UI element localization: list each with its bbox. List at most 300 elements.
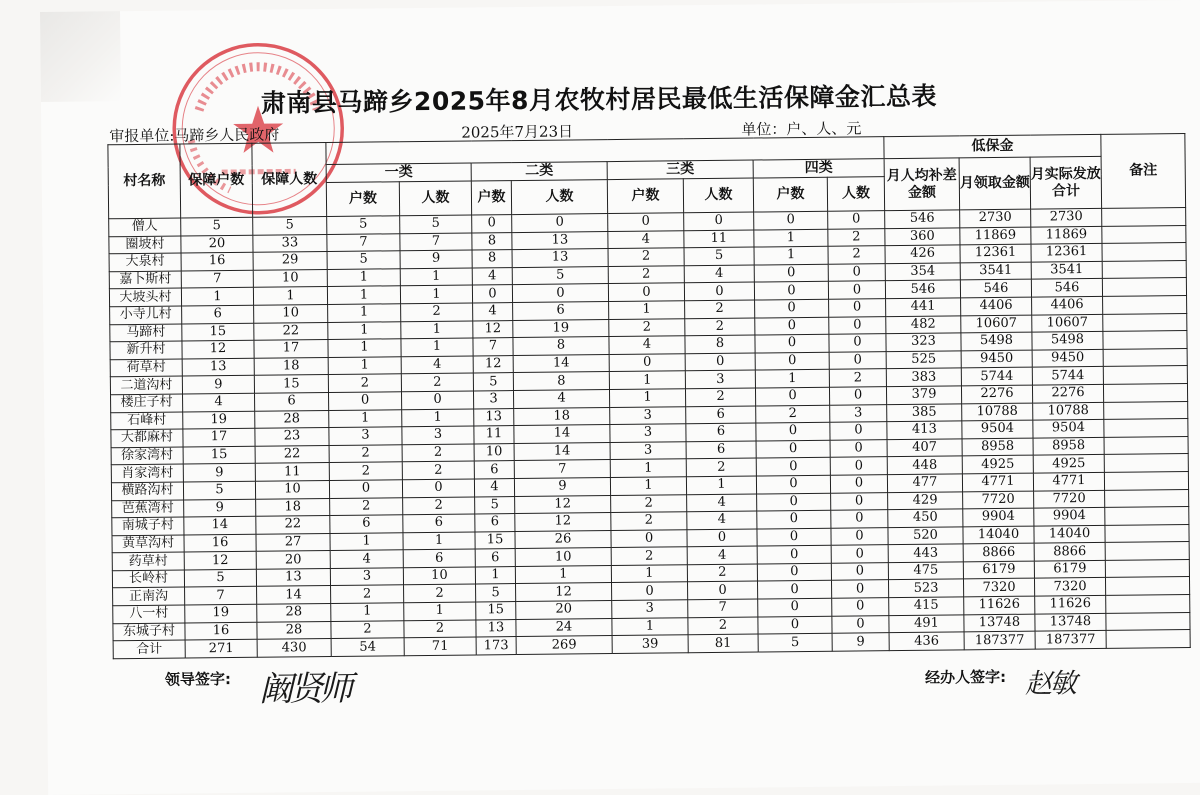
village-name-cell: 东城子村 <box>113 623 185 641</box>
table-cell: 0 <box>756 458 830 476</box>
table-cell: 0 <box>828 211 885 229</box>
table-cell: 385 <box>887 403 962 421</box>
table-cell: 1 <box>475 566 515 584</box>
table-cell: 16 <box>184 534 256 552</box>
table-cell: 8 <box>513 337 609 356</box>
header-actual: 月实际发放合计 <box>1030 156 1102 209</box>
table-cell: 33 <box>253 234 327 252</box>
remark-cell <box>1102 243 1186 261</box>
header-monthly: 月领取金额 <box>959 157 1031 210</box>
remark-cell <box>1106 612 1190 630</box>
header-class4-pp: 人数 <box>827 177 884 212</box>
table-cell: 15 <box>476 602 516 620</box>
table-cell: 11626 <box>964 596 1035 614</box>
table-cell: 5 <box>327 251 400 269</box>
table-cell: 1 <box>609 301 685 319</box>
table-cell: 9904 <box>1034 507 1105 525</box>
table-cell: 379 <box>886 386 961 404</box>
table-cell: 413 <box>887 421 962 439</box>
village-name-cell: 长岭村 <box>112 570 184 588</box>
table-cell: 525 <box>886 351 961 369</box>
remark-cell <box>1106 595 1190 613</box>
table-cell: 0 <box>756 422 830 440</box>
table-cell: 6 <box>182 305 254 323</box>
total-cell: 269 <box>516 636 612 655</box>
table-cell: 13 <box>512 231 608 250</box>
table-cell: 4771 <box>962 473 1033 491</box>
remark-cell <box>1105 559 1189 577</box>
table-cell: 14 <box>514 425 610 444</box>
table-cell: 13 <box>474 408 514 426</box>
table-cell: 11 <box>255 463 329 481</box>
remark-cell <box>1103 348 1187 366</box>
table-cell: 11 <box>474 426 514 444</box>
table-cell: 2 <box>329 462 402 480</box>
table-cell: 523 <box>888 579 963 597</box>
table-cell: 0 <box>757 510 831 528</box>
table-cell: 1 <box>330 532 403 550</box>
table-cell: 2 <box>686 458 756 476</box>
table-cell: 2730 <box>960 209 1031 227</box>
table-cell: 29 <box>253 252 327 270</box>
table-cell: 1 <box>329 409 402 427</box>
header-remark: 备注 <box>1101 134 1186 209</box>
table-cell: 16 <box>181 252 253 270</box>
header-class4-hh: 户数 <box>753 177 827 212</box>
total-cell: 9 <box>832 633 889 651</box>
table-cell: 17 <box>183 428 255 446</box>
table-cell: 1 <box>401 338 473 356</box>
table-cell: 9 <box>183 464 255 482</box>
table-cell: 0 <box>830 439 887 457</box>
remark-cell <box>1104 401 1188 419</box>
table-cell: 9504 <box>962 420 1033 438</box>
total-cell: 271 <box>185 640 257 658</box>
table-cell: 1 <box>611 565 687 583</box>
table-cell: 8 <box>685 335 755 353</box>
table-cell: 1 <box>328 356 401 374</box>
table-cell: 1 <box>327 269 400 287</box>
table-cell: 5744 <box>1032 367 1103 385</box>
total-cell: 173 <box>476 637 516 655</box>
table-cell: 4 <box>513 389 609 408</box>
table-cell: 546 <box>885 210 960 228</box>
table-cell: 5 <box>512 266 608 285</box>
table-cell: 2 <box>404 620 476 638</box>
table-cell: 0 <box>472 285 512 303</box>
table-cell: 10 <box>515 548 611 567</box>
header-persons: 保障人数 <box>252 143 327 218</box>
table-cell: 4 <box>609 336 685 354</box>
table-cell: 0 <box>328 392 401 410</box>
header-class1: 一类 <box>326 163 471 183</box>
table-cell: 10 <box>254 304 328 322</box>
table-cell: 0 <box>829 334 886 352</box>
table-cell: 10607 <box>961 315 1032 333</box>
table-cell: 2276 <box>961 385 1032 403</box>
table-cell: 0 <box>831 580 888 598</box>
table-cell: 2 <box>611 512 687 530</box>
table-cell: 0 <box>512 284 608 303</box>
total-label-cell: 合计 <box>113 640 185 658</box>
table-cell: 6 <box>475 549 515 567</box>
table-cell: 0 <box>685 353 755 371</box>
header-class1-hh: 户数 <box>326 182 399 217</box>
table-cell: 2 <box>401 373 473 391</box>
header-avg: 月人均补差金额 <box>884 158 960 211</box>
table-cell: 22 <box>254 322 328 340</box>
table-cell: 354 <box>885 263 960 281</box>
remark-cell <box>1104 436 1188 454</box>
table-cell: 5 <box>476 584 516 602</box>
table-cell: 6 <box>513 302 609 321</box>
table-cell: 1 <box>609 371 685 389</box>
table-cell: 4 <box>474 478 514 496</box>
table-cell: 2 <box>401 303 473 321</box>
table-cell: 2 <box>685 300 755 318</box>
village-name-cell: 正南沟 <box>113 587 185 605</box>
table-cell: 4 <box>608 230 684 248</box>
village-name-cell: 徐家湾村 <box>111 447 183 465</box>
table-cell: 0 <box>830 475 887 493</box>
table-cell: 0 <box>830 422 887 440</box>
table-cell: 9450 <box>1032 349 1103 367</box>
table-cell: 0 <box>755 334 829 352</box>
table-cell: 9904 <box>963 508 1034 526</box>
village-name-cell: 药草村 <box>112 552 184 570</box>
document-title: 肃南县马蹄乡2025年8月农牧村居民最低生活保障金汇总表 <box>260 81 938 118</box>
table-cell: 0 <box>757 563 831 581</box>
table-cell: 12 <box>516 583 612 602</box>
table-cell: 14040 <box>963 526 1034 544</box>
village-name-cell: 僧人 <box>109 218 181 236</box>
table-cell: 13748 <box>964 614 1035 632</box>
table-cell: 12361 <box>960 244 1031 262</box>
table-cell: 4 <box>687 511 757 529</box>
paper-corner-shadow <box>40 11 121 102</box>
village-name-cell: 马蹄村 <box>110 324 182 342</box>
table-cell: 7 <box>185 587 257 605</box>
table-cell: 6 <box>330 515 403 533</box>
table-cell: 2 <box>609 318 685 336</box>
table-cell: 7 <box>514 460 610 479</box>
table-cell: 7720 <box>1034 490 1105 508</box>
village-name-cell: 大坡头村 <box>109 288 181 306</box>
table-cell: 1 <box>331 603 404 621</box>
table-cell: 0 <box>758 598 832 616</box>
summary-table <box>107 133 1190 659</box>
table-cell: 429 <box>888 491 963 509</box>
village-name-cell: 大都麻村 <box>111 429 183 447</box>
table-cell: 7 <box>327 233 400 251</box>
table-cell: 7320 <box>963 579 1034 597</box>
table-cell: 1 <box>400 268 472 286</box>
table-cell: 9 <box>400 250 472 268</box>
table-cell: 22 <box>256 516 330 534</box>
table-cell: 0 <box>829 299 886 317</box>
table-cell: 4406 <box>961 297 1032 315</box>
table-cell: 0 <box>472 215 512 233</box>
table-cell: 4 <box>687 494 757 512</box>
table-cell: 3 <box>830 404 887 422</box>
table-cell: 5 <box>181 217 253 235</box>
table-cell: 2 <box>756 405 830 423</box>
table-cell: 0 <box>829 351 886 369</box>
table-cell: 477 <box>887 474 962 492</box>
table-cell: 0 <box>758 616 832 634</box>
table-cell: 383 <box>886 368 961 386</box>
table-cell: 0 <box>755 387 829 405</box>
total-cell: 187377 <box>1035 631 1106 649</box>
table-cell: 5498 <box>1032 332 1103 350</box>
table-cell: 1 <box>181 288 253 306</box>
table-cell: 4771 <box>1033 472 1104 490</box>
table-cell: 12361 <box>1031 244 1102 262</box>
table-cell: 3 <box>330 568 403 586</box>
table-cell: 1 <box>404 602 476 620</box>
total-cell: 71 <box>404 637 476 655</box>
table-cell: 0 <box>754 264 828 282</box>
table-cell: 7 <box>688 599 758 617</box>
table-cell: 2 <box>829 369 886 387</box>
table-cell: 0 <box>755 299 829 317</box>
total-cell: 5 <box>758 633 832 651</box>
village-name-cell: 小寺儿村 <box>110 306 182 324</box>
table-cell: 323 <box>886 333 961 351</box>
remark-cell <box>1105 489 1189 507</box>
table-cell: 520 <box>888 527 963 545</box>
table-cell: 0 <box>684 212 754 230</box>
table-cell: 20 <box>256 551 330 569</box>
table-cell: 22 <box>255 445 329 463</box>
table-cell: 4925 <box>962 455 1033 473</box>
table-cell: 2 <box>402 444 474 462</box>
table-cell: 5 <box>184 569 256 587</box>
table-cell: 2 <box>828 228 885 246</box>
table-cell: 3 <box>610 424 686 442</box>
table-cell: 2 <box>331 585 404 603</box>
table-cell: 1 <box>327 286 400 304</box>
table-cell: 0 <box>756 440 830 458</box>
header-class3-hh: 户数 <box>607 179 683 214</box>
table-cell: 4 <box>401 356 473 374</box>
header-class2-pp: 人数 <box>511 180 607 215</box>
village-name-cell: 嘉卜斯村 <box>109 271 181 289</box>
table-cell: 26 <box>515 530 611 549</box>
table-cell: 13 <box>476 619 516 637</box>
table-cell: 28 <box>255 410 329 428</box>
table-cell: 13 <box>512 249 608 268</box>
table-cell: 4406 <box>1032 296 1103 314</box>
table-cell: 20 <box>181 235 253 253</box>
table-cell: 4 <box>687 546 757 564</box>
table-cell: 11869 <box>960 227 1031 245</box>
table-cell: 9504 <box>1033 420 1104 438</box>
table-cell: 6 <box>686 406 756 424</box>
remark-cell <box>1105 524 1189 542</box>
table-cell: 0 <box>757 546 831 564</box>
village-name-cell: 横路沟村 <box>111 482 183 500</box>
table-cell: 4 <box>183 393 255 411</box>
table-cell: 6 <box>475 514 515 532</box>
table-cell: 0 <box>611 529 687 547</box>
table-cell: 3 <box>610 441 686 459</box>
table-cell: 12 <box>473 355 513 373</box>
leader-signature: 阚贤师 <box>258 668 350 710</box>
table-cell: 12 <box>182 340 254 358</box>
village-name-cell: 圈坡村 <box>109 236 181 254</box>
table-cell: 1 <box>328 321 401 339</box>
remark-cell <box>1106 630 1190 648</box>
village-name-cell: 楼庄子村 <box>111 394 183 412</box>
table-cell: 0 <box>609 354 685 372</box>
table-cell: 8866 <box>1034 543 1105 561</box>
table-cell: 8 <box>513 372 609 391</box>
village-name-cell: 八一村 <box>113 605 185 623</box>
table-cell: 2 <box>688 617 758 635</box>
table-cell: 8 <box>472 250 512 268</box>
table-cell: 441 <box>886 298 961 316</box>
remark-cell <box>1104 471 1188 489</box>
table-cell: 5 <box>253 217 327 235</box>
table-cell: 482 <box>886 315 961 333</box>
table-cell: 10607 <box>1032 314 1103 332</box>
table-cell: 10 <box>253 269 327 287</box>
table-cell: 1 <box>328 304 401 322</box>
header-village: 村名称 <box>108 144 181 219</box>
table-cell: 0 <box>757 528 831 546</box>
table-cell: 3541 <box>960 262 1031 280</box>
table-cell: 5 <box>183 481 255 499</box>
table-cell: 14 <box>257 586 331 604</box>
table-cell: 6 <box>403 549 475 567</box>
table-cell: 24 <box>516 618 612 637</box>
table-cell: 0 <box>758 581 832 599</box>
remark-cell <box>1105 507 1189 525</box>
table-cell: 2 <box>328 374 401 392</box>
table-cell: 5498 <box>961 332 1032 350</box>
table-cell: 1 <box>754 246 828 264</box>
table-cell: 0 <box>612 582 688 600</box>
table-cell: 3 <box>612 600 688 618</box>
remark-cell <box>1102 260 1186 278</box>
table-cell: 8866 <box>963 543 1034 561</box>
table-cell: 20 <box>516 601 612 620</box>
header-dibao: 低保金 <box>884 134 1101 158</box>
village-name-cell: 黄草沟村 <box>112 535 184 553</box>
table-cell: 3 <box>610 406 686 424</box>
table-cell: 0 <box>832 615 889 633</box>
table-cell: 0 <box>829 387 886 405</box>
table-cell: 10 <box>403 567 475 585</box>
table-cell: 546 <box>1031 279 1102 297</box>
table-cell: 426 <box>885 245 960 263</box>
table-cell: 12 <box>184 552 256 570</box>
table-cell: 0 <box>754 211 828 229</box>
reporting-unit-label: 审报单位: <box>109 126 175 146</box>
table-cell: 10788 <box>962 403 1033 421</box>
total-cell: 39 <box>612 635 688 653</box>
table-cell: 8 <box>472 232 512 250</box>
table-cell: 415 <box>889 597 964 615</box>
table-cell: 14040 <box>1034 525 1105 543</box>
table-cell: 0 <box>687 529 757 547</box>
table-cell: 2 <box>608 248 684 266</box>
table-cell: 1 <box>610 477 686 495</box>
table-cell: 0 <box>831 545 888 563</box>
remark-cell <box>1105 577 1189 595</box>
table-cell: 7320 <box>1034 578 1105 596</box>
table-cell: 13 <box>256 568 330 586</box>
total-cell: 430 <box>257 639 331 657</box>
table-cell: 1 <box>686 476 756 494</box>
table-cell: 7 <box>181 270 253 288</box>
table-cell: 4 <box>684 265 754 283</box>
table-cell: 0 <box>828 263 885 281</box>
report-date: 2025年7月23日 <box>461 122 574 142</box>
document-sheet <box>40 0 1200 795</box>
table-cell: 8958 <box>962 438 1033 456</box>
remark-cell <box>1104 454 1188 472</box>
table-cell: 0 <box>831 563 888 581</box>
table-cell: 6179 <box>1034 560 1105 578</box>
table-cell: 27 <box>256 533 330 551</box>
table-cell: 4 <box>472 267 512 285</box>
table-cell: 2 <box>611 494 687 512</box>
table-cell: 0 <box>757 493 831 511</box>
table-cell: 1 <box>401 321 473 339</box>
village-name-cell: 芭蕉湾村 <box>112 500 184 518</box>
table-cell: 0 <box>832 598 889 616</box>
table-cell: 360 <box>885 227 960 245</box>
table-cell: 14 <box>514 442 610 461</box>
reporting-unit-value: 马蹄乡人民政府 <box>174 125 280 145</box>
remark-cell <box>1102 225 1186 243</box>
table-cell: 3541 <box>1031 261 1102 279</box>
total-cell: 54 <box>331 638 404 656</box>
header-class3: 三类 <box>607 160 753 180</box>
remark-cell <box>1104 419 1188 437</box>
table-cell: 13748 <box>1035 613 1106 631</box>
total-cell: 187377 <box>964 631 1035 649</box>
table-cell: 2 <box>828 246 885 264</box>
table-cell: 13 <box>182 358 254 376</box>
table-cell: 1 <box>612 617 688 635</box>
table-cell: 19 <box>513 319 609 338</box>
table-cell: 3 <box>402 426 474 444</box>
village-name-cell: 石峰村 <box>111 412 183 430</box>
table-cell: 16 <box>185 622 257 640</box>
table-cell: 0 <box>608 213 684 231</box>
table-cell: 10 <box>474 443 514 461</box>
table-cell: 6 <box>686 441 756 459</box>
village-name-cell: 大泉村 <box>109 253 181 271</box>
table-cell: 6 <box>474 461 514 479</box>
table-cell: 0 <box>829 316 886 334</box>
table-cell: 9 <box>184 499 256 517</box>
village-name-cell: 二道沟村 <box>110 376 182 394</box>
table-cell: 23 <box>255 428 329 446</box>
remark-cell <box>1103 313 1187 331</box>
table-cell: 1 <box>253 287 327 305</box>
table-cell: 1 <box>754 229 828 247</box>
table-cell: 450 <box>888 509 963 527</box>
table-cell: 0 <box>756 475 830 493</box>
table-cell: 18 <box>254 357 328 375</box>
clerk-signature: 赵敏 <box>1024 668 1076 700</box>
table-cell: 9450 <box>961 350 1032 368</box>
table-cell: 2 <box>685 388 755 406</box>
